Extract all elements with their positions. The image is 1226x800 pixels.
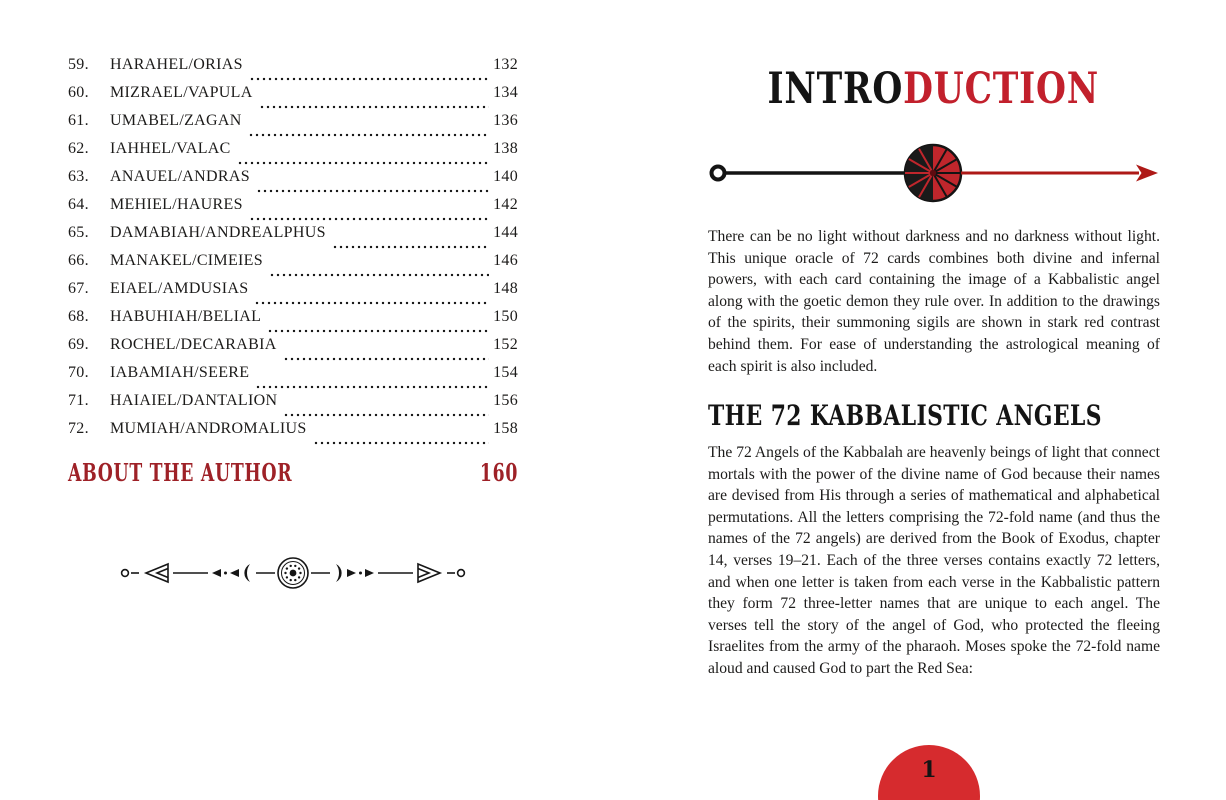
arrow-right-icon <box>1136 165 1158 182</box>
kabbalistic-angels-heading: THE 72 KABBALISTIC ANGELS <box>708 399 1102 432</box>
toc-entry <box>68 392 518 420</box>
intro-paragraph-2: The 72 Angels of the Kabbalah are heavenly beings of light that connect mortals with the power of the divine name of God because their names are devised from His through a series of mathematical and alphabetical permutations. All the letters comprising the 72-fold name (and thus the names of the 72 angels) are derived from the Book of Exodus, chapter 14, verses 19–21. Each of the three verses contains exactly 72 letters, and when one letter is taken from each verse in the Kabbalistic pattern they form 72 three-letter names that are unique to each angel. The verses tell the story of the angel of God, who protected the fleeing Israelites from the army of the pharaoh. Moses spoke the 72-fold name aloud and caused God to part the Red Sea: <box>708 444 1160 677</box>
arrow-glyphs-icon <box>212 569 239 577</box>
toc-entry-number: 70. <box>68 364 89 381</box>
toc-entry-number: 72. <box>68 420 89 437</box>
celestial-divider-ornament <box>120 555 466 591</box>
dot-leader <box>267 327 489 333</box>
toc-entry-label: IABAMIAH/SEERE <box>110 364 250 381</box>
toc-entry-page: 156 <box>493 392 518 409</box>
crescent-moon-icon <box>244 564 250 582</box>
toc-entry-label: MANAKEL/CIMEIES <box>110 252 263 269</box>
dot-leader <box>283 411 489 417</box>
dot-leader <box>255 383 489 389</box>
arrow-wheel-divider <box>708 143 1158 203</box>
dot-leader <box>269 271 489 277</box>
toc-entry <box>68 420 518 448</box>
about-the-author-label: ABOUT THE AUTHOR <box>68 458 293 487</box>
toc-entry-page: 150 <box>493 308 518 325</box>
toc-entry-page: 158 <box>493 420 518 437</box>
toc-entry-number: 68. <box>68 308 89 325</box>
toc-entry-label: EIAEL/AMDUSIAS <box>110 280 249 297</box>
dot-leader <box>237 159 489 165</box>
toc-entry-number: 71. <box>68 392 89 409</box>
toc-entry-page: 132 <box>493 56 518 73</box>
toc-entry <box>68 252 518 280</box>
toc-entry-label: HAIAIEL/DANTALION <box>110 392 278 409</box>
introduction-title <box>708 64 1158 114</box>
toc-entry-page: 144 <box>493 224 518 241</box>
dot-leader <box>248 131 490 137</box>
toc-entry <box>68 112 518 140</box>
toc-entry-page: 134 <box>493 84 518 101</box>
toc-entry-label: MIZRAEL/VAPULA <box>110 84 253 101</box>
toc-entry-label: MEHIEL/HAURES <box>110 196 243 213</box>
toc-entry-number: 65. <box>68 224 89 241</box>
toc-entry-page: 152 <box>493 336 518 353</box>
toc-entry-page: 148 <box>493 280 518 297</box>
toc-entry-number: 62. <box>68 140 89 157</box>
dot-leader <box>249 75 489 81</box>
toc-entry <box>68 196 518 224</box>
toc-entry-page: 142 <box>493 196 518 213</box>
toc-entry <box>68 364 518 392</box>
toc-entry-label: ROCHEL/DECARABIA <box>110 336 277 353</box>
toc-entry-page: 138 <box>493 140 518 157</box>
toc-entry-number: 61. <box>68 112 89 129</box>
toc-entry <box>68 56 518 84</box>
toc-entry-page: 140 <box>493 168 518 185</box>
toc-entry-number: 60. <box>68 84 89 101</box>
toc-entry-number: 67. <box>68 280 89 297</box>
toc-entry <box>68 84 518 112</box>
toc-entry <box>68 168 518 196</box>
toc-entry <box>68 224 518 252</box>
ring-terminal-icon <box>712 167 725 180</box>
arrow-wheel-divider-icon <box>708 143 1158 203</box>
toc-list <box>68 56 518 448</box>
sun-mandala-icon <box>278 558 308 588</box>
introduction-title-red-part: DUCTION <box>902 64 1099 114</box>
toc-entry-label: HABUHIAH/BELIAL <box>110 308 262 325</box>
dot-leader <box>313 439 490 445</box>
toc-entry-label: UMABEL/ZAGAN <box>110 112 242 129</box>
toc-entry-page: 154 <box>493 364 518 381</box>
toc-entry-label: MUMIAH/ANDROMALIUS <box>110 420 307 437</box>
pinwheel-icon <box>905 145 961 201</box>
toc-entry-number: 66. <box>68 252 89 269</box>
intro-paragraph-1: There can be no light without darkness and no darkness without light. This unique oracle of 72 cards combines both divine and infernal powers, with each card containing the image of a Kabbalistic angel along with the goetic demon they rule over. In addition to the drawings of the spirits, their summoning sigils are shown in stark red contrast behind them. For ease of understanding the astrological meaning of each spirit is also included. <box>708 228 1160 375</box>
dot-leader <box>259 103 490 109</box>
toc-entry-label: DAMABIAH/ANDREALPHUS <box>110 224 326 241</box>
about-the-author-page: 160 <box>479 458 518 487</box>
toc-entry-label: IAHHEL/VALAC <box>110 140 231 157</box>
toc-entry <box>68 280 518 308</box>
dot-leader <box>256 187 489 193</box>
dot-leader <box>254 299 489 305</box>
dot-leader <box>332 243 489 249</box>
introduction-title-black-part: INTRO <box>767 64 903 114</box>
page-number-badge <box>878 745 980 800</box>
dot-leader <box>283 355 490 361</box>
toc-entry <box>68 140 518 168</box>
toc-entry-number: 59. <box>68 56 89 73</box>
toc-entry-page: 136 <box>493 112 518 129</box>
toc-entry-label: HARAHEL/ORIAS <box>110 56 243 73</box>
circle-terminal-icon <box>122 570 129 577</box>
toc-entry-page: 146 <box>493 252 518 269</box>
toc-entry-number: 69. <box>68 336 89 353</box>
toc-about-the-author-row <box>68 458 518 487</box>
toc-entry-label: ANAUEL/ANDRAS <box>110 168 250 185</box>
introduction-page <box>613 0 1226 800</box>
page-number: 1 <box>921 757 937 783</box>
dot-leader <box>249 215 489 221</box>
toc-entry-number: 63. <box>68 168 89 185</box>
toc-entry <box>68 308 518 336</box>
toc-entry <box>68 336 518 364</box>
celestial-divider-icon <box>120 555 466 591</box>
toc-entry-number: 64. <box>68 196 89 213</box>
